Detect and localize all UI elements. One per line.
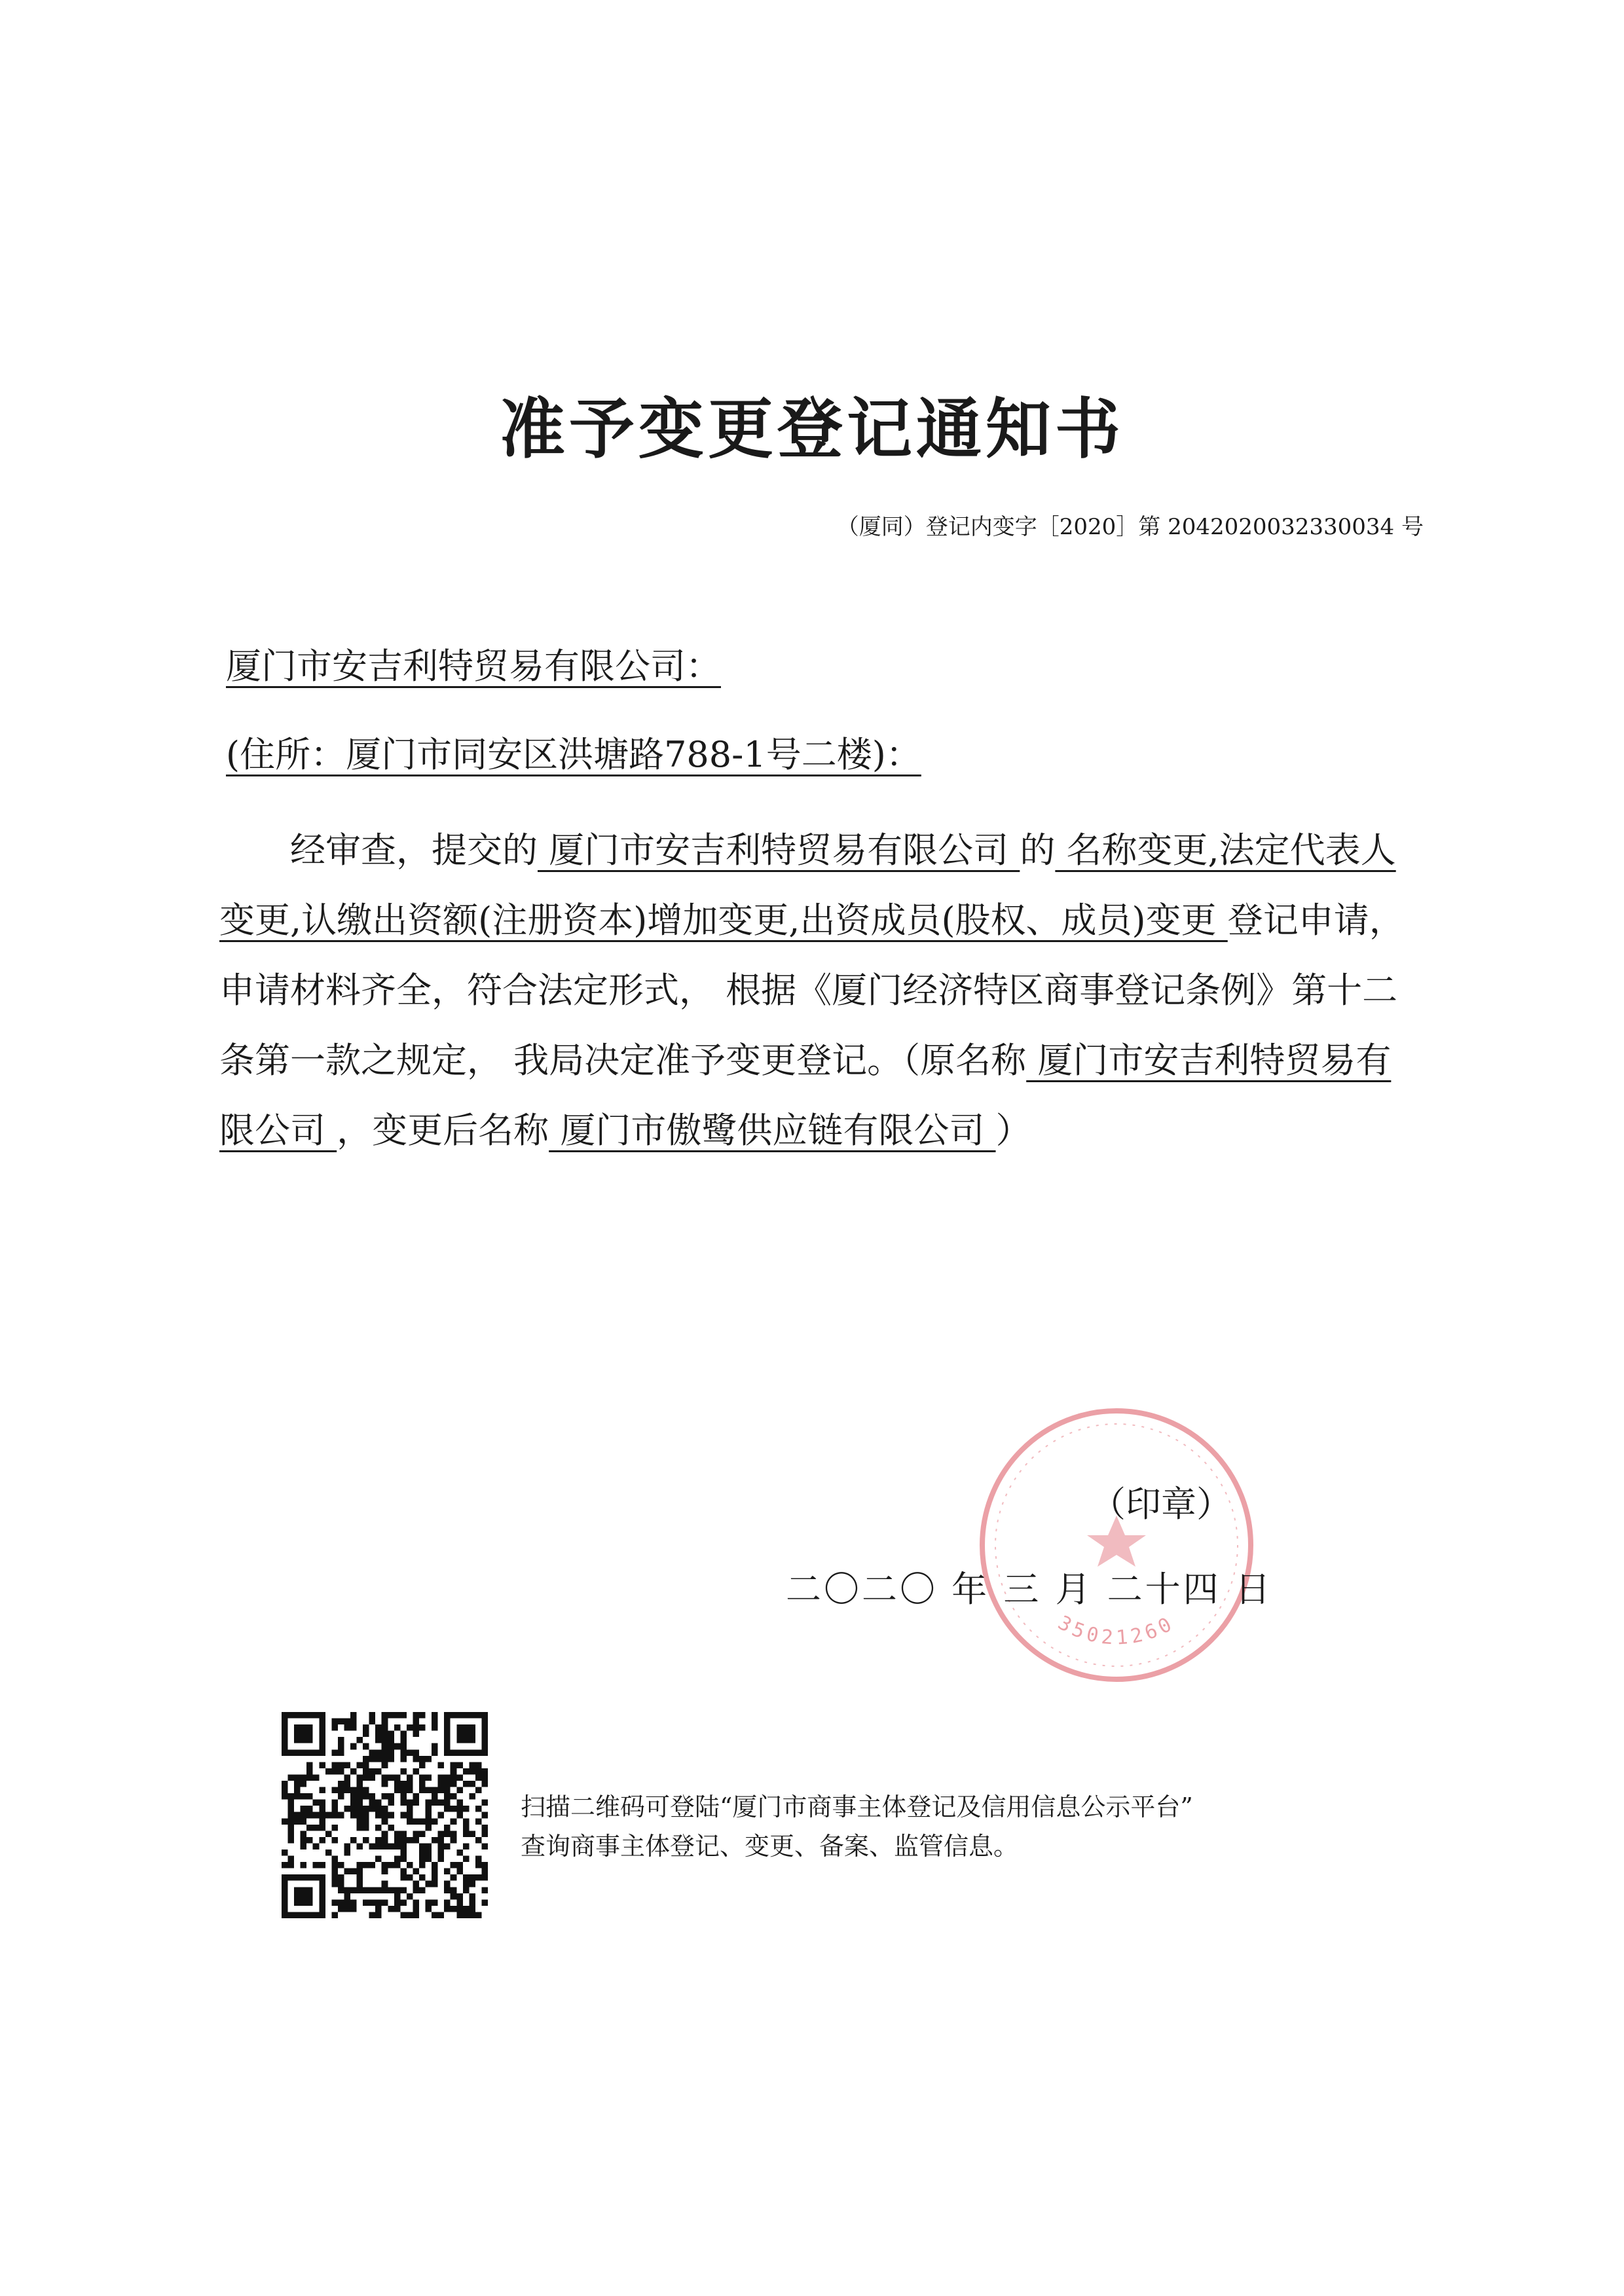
new-name: 厦门市傲鹭供应链有限公司: [549, 1110, 996, 1151]
qr-caption-line-2: 查询商事主体登记、变更、备案、监管信息。: [521, 1832, 1019, 1861]
svg-text:35021260: [1054, 1611, 1179, 1649]
body-text-4: ，变更后名称: [337, 1110, 549, 1151]
stamp-number: 35021260: [1054, 1611, 1179, 1650]
issue-date: 二〇二〇 年 三 月 二十四 日: [786, 1569, 1273, 1610]
qr-caption: [521, 1787, 1193, 1866]
old-name: 厦门市安吉利特贸易有限公司: [219, 1040, 1392, 1151]
address-line: (住所：厦门市同安区洪塘路788-1号二楼)：: [226, 734, 921, 775]
body-paragraph: [219, 815, 1408, 1165]
body-text-3: 登记申请，申请材料齐全，符合法定形式， 根据《厦门经济特区商事登记条例》第十二条第一款之规定， 我局决定准予变更登记。（原名称: [219, 900, 1405, 1081]
official-seal-stamp: [966, 1394, 1267, 1696]
qr-caption-line-1: 扫描二维码可登陆“厦门市商事主体登记及信用信息公示平台”: [521, 1793, 1193, 1821]
document-number: （厦同）登记内变字［2020］第 2042020032330034 号: [836, 514, 1424, 540]
body-text-5: ）: [995, 1110, 1031, 1151]
change-items: 名称变更,法定代表人变更,认缴出资额(注册资本)增加变更,出资成员(股权、成员)变更: [219, 829, 1396, 941]
seal-label: （印章）: [1090, 1484, 1232, 1525]
company-name: 厦门市安吉利特贸易有限公司: [538, 829, 1020, 871]
body-text: [219, 815, 1408, 1165]
qr-code[interactable]: [282, 1712, 488, 1918]
body-text-1: 经审查，提交的: [290, 829, 538, 871]
addressee: 厦门市安吉利特贸易有限公司：: [226, 646, 721, 687]
body-text-2: 的: [1020, 829, 1056, 871]
document-title: 准予变更登记通知书: [500, 391, 1124, 467]
